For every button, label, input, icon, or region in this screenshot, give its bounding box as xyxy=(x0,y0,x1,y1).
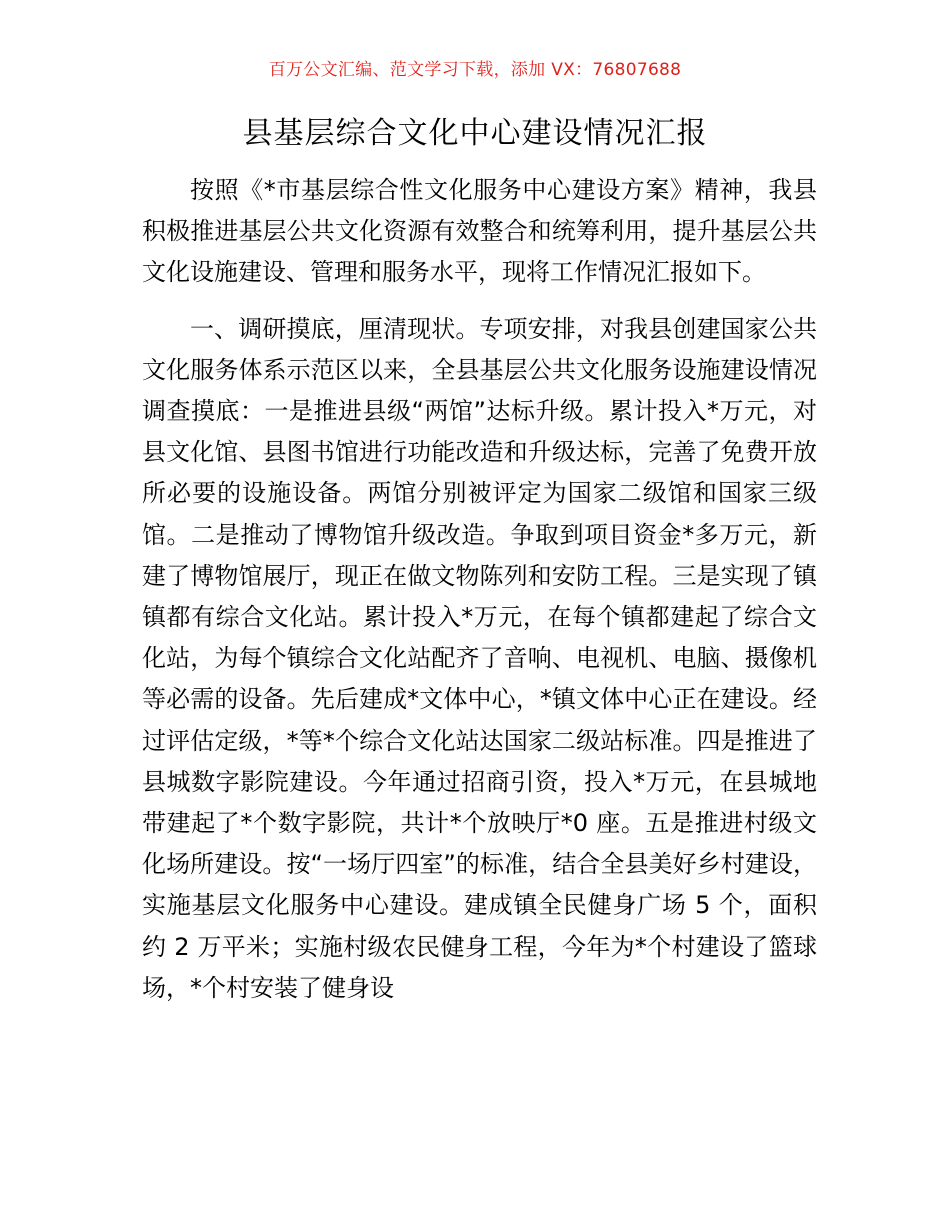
download-notice: 百万公文汇编、范文学习下载，添加 VX：76807688 xyxy=(268,60,682,80)
paragraph-intro: 按照《*市基层综合性文化服务中心建设方案》精神，我县积极推进基层公共文化资源有效整合和统筹利用，提升基层公共文化设施建设、管理和服务水平，现将工作情况汇报如下。 xyxy=(142,176,817,287)
document-body xyxy=(142,170,817,1009)
page-title: 县基层综合文化中心建设情况汇报 xyxy=(242,116,708,151)
paragraph-section-1: 一、调研摸底，厘清现状。专项安排，对我县创建国家公共文化服务体系示范区以来，全县基层公共文化服务设施建设情况调查摸底：一是推进县级“两馆”达标升级。累计投入*万元，对县文化馆、县图书馆进行功能改造和升级达标，完善了免费开放所必要的设施设备。两馆分别被评定为国家二级馆和国家三级馆。二是推动了博物馆升级改造。争取到项目资金*多万元，新建了博物馆展厅，现正在做文物陈列和安防工程。三是实现了镇镇都有综合文化站。累计投入*万元，在每个镇都建起了综合文化站，为每个镇综合文化站配齐了音响、电视机、电脑、摄像机等必需的设备。先后建成*文体中心，*镇文体中心正在建设。经过评估定级，*等*个综合文化站达国家二级站标准。四是推进了县城数字影院建设。今年通过招商引资，投入*万元，在县城地带建起了*个数字影院，共计*个放映厅*0 座。五是推进村级文化场所建设。按“一场厅四室”的标准，结合全县美好乡村建设，实施基层文化服务中心建设。建成镇全民健身广场 5 个，面积约 2 万平米；实施村级农民健身工程，今年为*个村建设了篮球场，*个村安装了健身设 xyxy=(142,314,817,1002)
